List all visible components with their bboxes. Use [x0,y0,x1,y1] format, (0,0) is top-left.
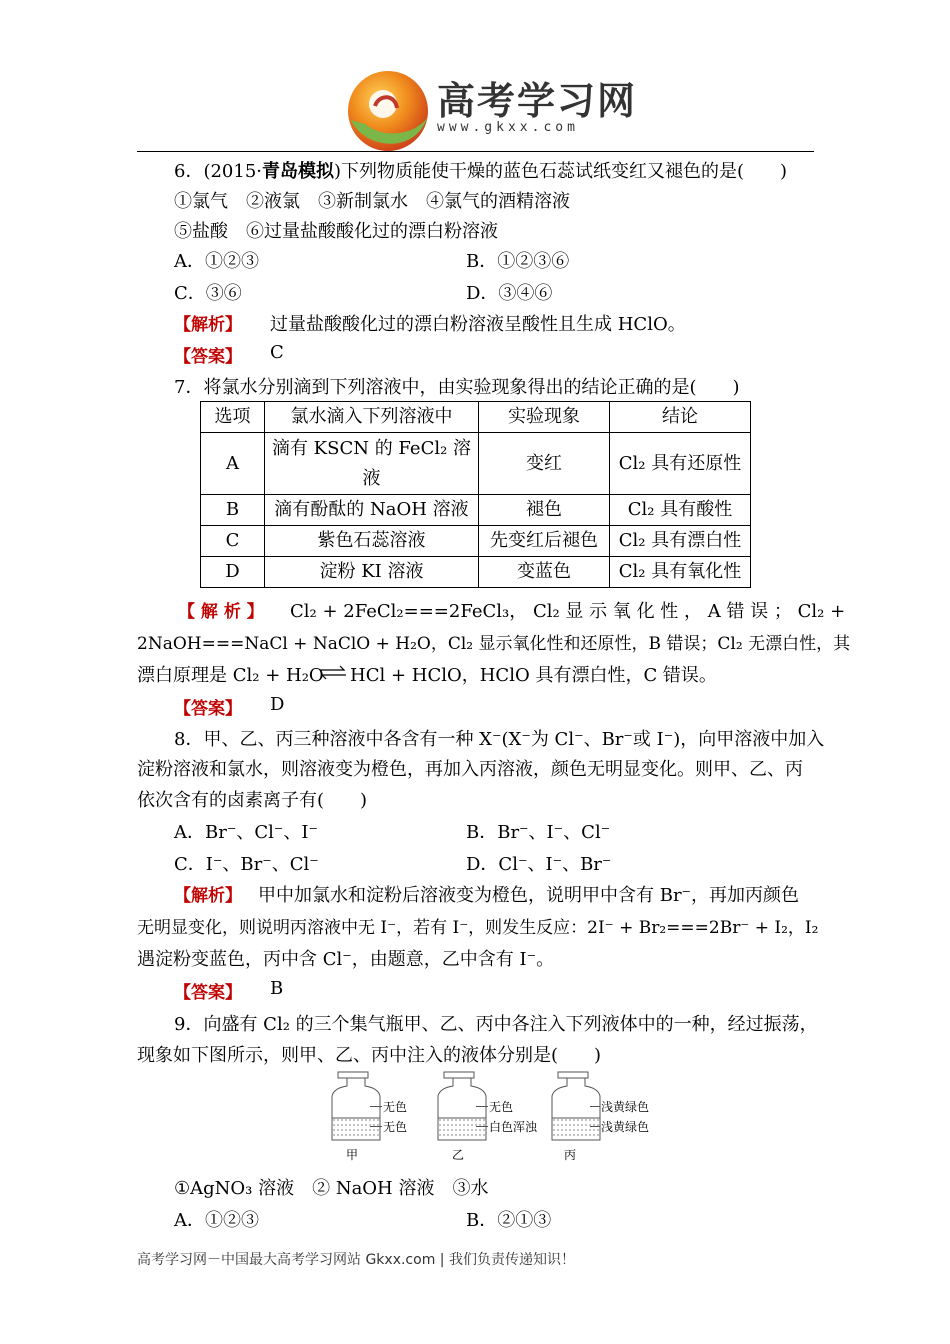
table-row [201,433,751,495]
bottle-yi-top-label: 无色 [489,1100,514,1114]
table-cell: 滴有 KSCN 的 FeCl₂ 溶 液 [265,433,479,495]
table-row [201,557,751,588]
bottle-yi-bottom-label: 白色浑浊 [489,1120,538,1134]
table-header: 选项 [201,402,265,433]
reversible-arrow-icon [318,662,348,682]
question-8-stem-line-2: 淀粉溶液和氯水，则溶液变为橙色，再加入丙溶液，颜色无明显变化。则甲、乙、丙 [137,759,803,780]
table-cell: A [201,433,265,495]
bottle-bing-top-label: 浅黄绿色 [601,1100,650,1114]
question-8-stem-line-3: 依次含有的卤素离子有( ) [137,790,368,811]
question-6-answer-label: 【答案】 [174,347,242,367]
site-logo[interactable] [345,66,638,156]
question-6-stem: 6．(2015·青岛模拟)下列物质能使干燥的蓝色石蕊试纸变红又褪色的是( ) [174,161,788,182]
question-8-option-c[interactable]: C．I⁻、Br⁻、Cl⁻ [174,854,319,875]
gas-bottle-figure [326,1070,666,1162]
question-7-stem: 7．将氯水分别滴到下列溶液中，由实验现象得出的结论正确的是( ) [174,377,740,398]
table-cell: B [201,495,265,526]
question-8-option-a[interactable]: A．Br⁻、Cl⁻、I⁻ [174,822,318,843]
question-9-option-a[interactable]: A．①②③ [174,1210,259,1231]
question-8-analysis-line-2: 无明显变化，则说明丙溶液中无 I⁻，若有 I⁻，则发生反应：2I⁻ + Br₂===2Br⁻ + I₂，I₂ [137,918,819,938]
question-8-analysis-line-1: 甲中加氯水和淀粉后溶液变为橙色，说明甲中含有 Br⁻，再加丙颜色 [258,885,800,906]
question-6-option-c[interactable]: C．③⑥ [174,283,242,304]
table-cell: Cl₂ 具有酸性 [610,495,751,526]
table-header-row [201,402,751,433]
table-cell: 紫色石蕊溶液 [265,526,479,557]
question-7-analysis-label: 【 解 析 】 [178,602,264,622]
question-8-analysis-line-3: 遇淀粉变蓝色，丙中含 Cl⁻，由题意，乙中含有 I⁻。 [137,949,555,970]
bottle-jia-bottom-label: 无色 [383,1120,408,1134]
question-8-analysis-label: 【解析】 [174,886,242,906]
table-header: 氯水滴入下列溶液中 [265,402,479,433]
bottle-yi-name: 乙 [452,1148,465,1162]
table-cell: Cl₂ 具有还原性 [610,433,751,495]
bottle-bing-bottom-label: 浅黄绿色 [601,1120,650,1134]
question-9-stem-line-2: 现象如下图所示，则甲、乙、丙中注入的液体分别是( ) [137,1045,602,1066]
question-6-option-d[interactable]: D．③④⑥ [466,283,553,304]
table-row [201,526,751,557]
header-rule [137,151,814,152]
question-8-option-d[interactable]: D．Cl⁻、I⁻、Br⁻ [466,854,612,875]
question-7-answer-label: 【答案】 [174,699,242,719]
table-cell: 淀粉 KI 溶液 [265,557,479,588]
question-8-answer-label: 【答案】 [174,983,242,1003]
question-9-option-b[interactable]: B．②①③ [466,1210,552,1231]
site-url: www.gkxx.com [437,120,579,135]
question-6-option-b[interactable]: B．①②③⑥ [466,251,570,272]
question-7-analysis-line-2: 2NaOH===NaCl + NaClO + H₂O，Cl₂ 显示氧化性和还原性，B 错误；Cl₂ 无漂白性，其 [137,634,851,654]
table-header: 实验现象 [479,402,610,433]
table-cell: Cl₂ 具有漂白性 [610,526,751,557]
table-row [201,495,751,526]
bottle-jia-top-label: 无色 [383,1100,408,1114]
question-6-items-2: ⑤盐酸 ⑥过量盐酸酸化过的漂白粉溶液 [174,221,498,242]
question-6-analysis-label: 【解析】 [174,315,242,335]
table-cell: Cl₂ 具有氧化性 [610,557,751,588]
question-6-items-1: ①氯气 ②液氯 ③新制氯水 ④氯气的酒精溶液 [174,191,570,212]
table-cell: 变红 [479,433,610,495]
question-9-stem-line-1: 9．向盛有 Cl₂ 的三个集气瓶甲、乙、丙中各注入下列液体中的一种，经过振荡， [174,1014,818,1035]
table-cell: 变蓝色 [479,557,610,588]
question-7-analysis-line-3a: 漂白原理是 Cl₂ + H₂O [137,665,324,686]
question-8-stem-line-1: 8．甲、乙、丙三种溶液中各含有一种 X⁻(X⁻为 Cl⁻、Br⁻或 I⁻)，向甲溶液中加入 [174,729,825,750]
bottle-bing-name: 丙 [564,1148,577,1162]
question-7-analysis-line-1: Cl₂ + 2FeCl₂===2FeCl₃， Cl₂ 显 示 氧 化 性 ， A 错 误 ； Cl₂ + [290,601,846,622]
question-6-analysis: 过量盐酸酸化过的漂白粉溶液呈酸性且生成 HClO。 [270,314,686,335]
question-8-option-b[interactable]: B．Br⁻、I⁻、Cl⁻ [466,822,611,843]
logo-emblem-icon [345,68,431,154]
table-cell: C [201,526,265,557]
question-7-answer: D [270,694,285,715]
question-6-option-a[interactable]: A．①②③ [174,251,259,272]
site-name: 高考学习网 [437,79,638,123]
question-7-analysis-line-3b: HCl + HClO，HClO 具有漂白性，C 错误。 [350,665,717,686]
table-cell: D [201,557,265,588]
question-8-answer: B [270,978,284,999]
table-cell: 先变红后褪色 [479,526,610,557]
question-9-items: ①AgNO₃ 溶液 ② NaOH 溶液 ③水 [174,1178,489,1199]
question-7-table [200,401,751,588]
table-header: 结论 [610,402,751,433]
bottle-jia-name: 甲 [346,1148,359,1162]
footer-text: 高考学习网－中国最大高考学习网站 Gkxx.com | 我们负责传递知识！ [137,1252,575,1268]
table-cell: 滴有酚酞的 NaOH 溶液 [265,495,479,526]
table-cell: 褪色 [479,495,610,526]
question-6-answer: C [270,342,284,363]
